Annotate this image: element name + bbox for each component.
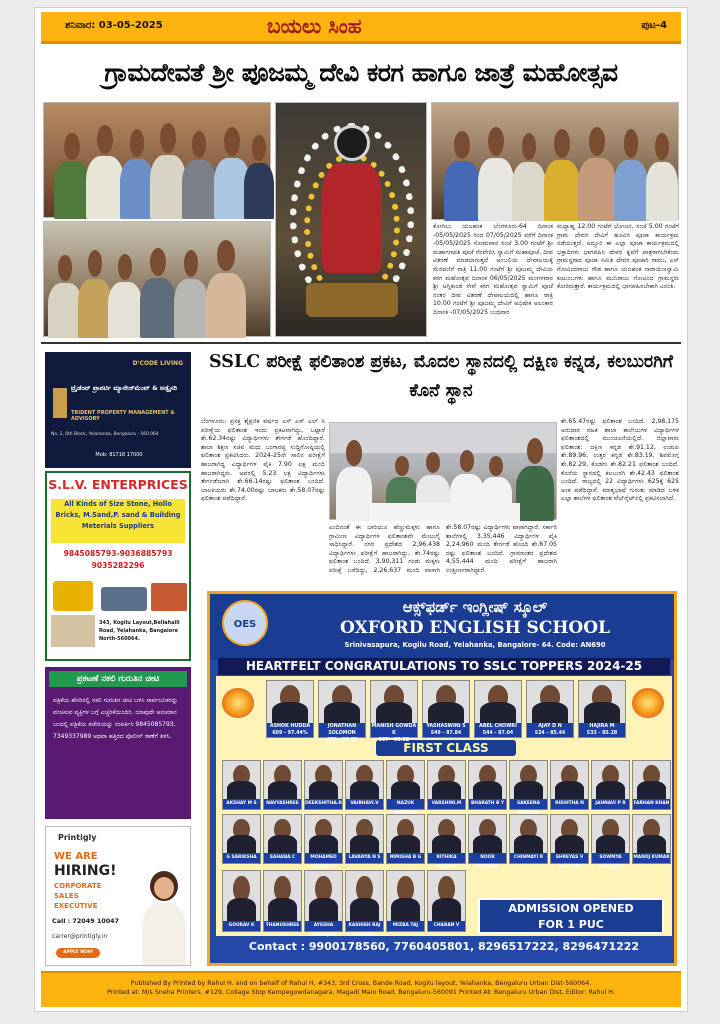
page-number: ಪುಟ-4 <box>641 20 667 31</box>
school-address: Srinivasapura, Kogilu Road, Yelahanka, Bangalore- 64. Code: AN690 <box>344 641 606 649</box>
notice-body: ಪತ್ರಿಕೆಯ ಹೆಸರಿನಲ್ಲಿ ನಕಲಿ ಗುರುತಿನ ಚೀಟಿ ಬಳಸಿ ಸಾರ್ವಜನಿಕರನ್ನು ವಂಚಿಸುವ ವ್ಯಕ್ತಿಗಳ ಬಗ್ಗೆ ಎಚ್ಚರಿಕೆಯಿಂದಿರಿ. ಯಾವುದೇ ಅನುಮಾನ ಬಂದಲ್ಲಿ ಪತ್ರಿಕೆಯ ಕಚೇರಿಯನ್ನು ಸಂಪರ್ಕಿಸಿ 9845085793, 7349337989 ಅಥವಾ ಹತ್ತಿರದ ಪೊಲೀಸ್ ಠಾಣೆಗೆ ತಿಳಿಸಿ. <box>53 697 178 740</box>
student-tile <box>386 870 425 932</box>
student-photo-body <box>309 835 339 853</box>
student-photo-body <box>596 781 626 799</box>
student-photo-body <box>480 702 517 723</box>
student-tile <box>526 680 574 738</box>
photo-group-bottom-left <box>43 221 271 337</box>
school-contact: Contact : 9900178560, 7760405801, 8296517222, 8296471222 <box>248 940 640 953</box>
ad-printigly-hiring <box>45 826 191 966</box>
student-name: RITHIKA KHATRI <box>428 853 465 863</box>
school-logo-text: OES <box>233 619 257 630</box>
student-photo-body <box>432 781 462 799</box>
student-name: LAVANYA N S <box>346 853 383 863</box>
student-photo-body <box>391 898 421 921</box>
student-name: AYESHA SIDDIQUA <box>305 921 342 931</box>
student-name: DEEKSHITHA.R <box>305 799 342 809</box>
student-photo-body <box>532 702 569 723</box>
oxford-header <box>210 594 674 660</box>
student-name <box>423 723 469 737</box>
student-tile <box>222 870 261 932</box>
student-tile <box>318 680 366 743</box>
school-name-english: OXFORD ENGLISH SCHOOL <box>340 618 610 638</box>
student-tile <box>509 760 548 810</box>
student-photo-body <box>584 702 621 723</box>
student-photo-body <box>637 781 667 799</box>
student-name <box>319 723 365 743</box>
student-name <box>579 723 625 737</box>
student-name: SOWMYA PRAJAPAT <box>592 853 629 863</box>
hiring-role-2: SALES <box>54 892 79 900</box>
admission-line-2: FOR 1 PUC <box>538 918 604 931</box>
photo-sslc-press-meet <box>329 422 557 520</box>
student-tile <box>304 814 343 870</box>
student-photo-body <box>432 835 462 853</box>
student-tile <box>304 870 343 938</box>
story1-headline: ಗ್ರಾಮದೇವತೆ ಶ್ರೀ ಪೂಜಮ್ಮ ದೇವಿ ಕರಗ ಹಾಗೂ ಜಾತ್ರೆ ಮಹೋತ್ಸವ <box>104 58 618 87</box>
student-photo-body <box>268 781 298 799</box>
student-name: VAIBHAVI.V <box>346 799 383 809</box>
story2-body-column-1: ಬೆಂಗಳೂರು: ಪ್ರಸಕ್ತ ಶೈಕ್ಷಣಿಕ ವರ್ಷದ ಎಸ್ ಎಸ್ ಎಲ್ ಸಿ ಪರೀಕ್ಷೆಯ ಫಲಿತಾಂಶ ಇಂದು ಪ್ರಕಟವಾಗಿದ್ದು, ಒಟ್ಟಾರೆ ಶೇ.62.34ರಷ್ಟು ವಿದ್ಯಾರ್ಥಿಗಳು ತೇರ್ಗಡೆ ಹೊಂದಿದ್ದಾರೆ. ಶಾಲಾ ಶಿಕ್ಷಣ ಸಚಿವ ಮಧು ಬಂಗಾರಪ್ಪ ಸುದ್ದಿಗೋಷ್ಠಿಯಲ್ಲಿ ಫಲಿತಾಂಶ ಪ್ರಕಟಿಸಿದರು. 2024-25ನೇ ಸಾಲಿನ ಪರೀಕ್ಷೆಗೆ ಹಾಜರಾಗಿದ್ದ ವಿದ್ಯಾರ್ಥಿಗಳ ಪೈಕಿ 7.90 ಲಕ್ಷ ಮಂದಿ ಹಾಜರಾಗಿದ್ದರು. ಅವರಲ್ಲಿ 5.23 ಲಕ್ಷ ವಿದ್ಯಾರ್ಥಿಗಳು ತೇರ್ಗಡೆಯಾಗಿ ಶೇ.66.14ರಷ್ಟು ಫಲಿತಾಂಶ ಬಂದಿದೆ. ಬಾಲಕಿಯರು ಶೇ.74.00ರಷ್ಟು ಬಾಲಕರು ಶೇ.58.07ರಷ್ಟು ಫಲಿತಾಂಶ ಪಡೆದಿದ್ದಾರೆ. <box>201 418 325 503</box>
student-photo-body <box>473 835 503 853</box>
ad-dcode-address: No. 2, 6th Block, Yelahanka, Bengaluru - 560 064 <box>51 432 159 437</box>
student-photo-body <box>391 781 421 799</box>
ad-slv-address: 343, Kogilu Layout,Bellahalli Road, Yelahanka, Bangalore North-560064. <box>99 620 180 642</box>
topper-score: 549 - 87.84 <box>430 731 462 736</box>
ad-slv-title: S.L.V. ENTERPRICES <box>48 477 188 492</box>
student-tile <box>550 760 589 810</box>
topper-name: YASHASWINI S <box>426 724 466 729</box>
student-tile <box>422 680 470 738</box>
student-photo-body <box>227 835 257 853</box>
student-name: CHARAN V <box>428 921 465 931</box>
house-icon <box>51 615 95 647</box>
photo-deity-idol <box>275 102 427 337</box>
topper-score: 534 - 85.44 <box>534 731 566 736</box>
ad-slv-phone-secondary: 9035282296 <box>91 561 145 570</box>
student-name <box>371 723 417 743</box>
student-name <box>475 723 521 737</box>
ad-dcode-kannada-name: ಟ್ರೈಡೆಂಟ್ ಪ್ರಾಪರ್ಟಿ ಮ್ಯಾನೇಜ್‌ಮೆಂಟ್ & ಅಡ್ವೈಸರಿ <box>71 384 178 392</box>
ad-oxford-english-school <box>207 591 677 966</box>
student-name: FARHAN KHAN <box>633 799 670 809</box>
student-tile <box>632 814 671 870</box>
student-photo-body <box>428 702 465 723</box>
student-name: SAHANA C <box>264 853 301 863</box>
topper-score: 597 - 95.52 <box>378 738 410 743</box>
student-tile <box>222 814 261 864</box>
student-photo-body <box>272 702 309 723</box>
student-name <box>527 723 573 737</box>
imprint-line-1: Published By Printed by Rahul H. and on behalf of Rahul H, #343, 3rd Cross, Bande Road, Kogilu layout, Yelahanka, Bengaluru Urban Dist-560064. <box>130 980 592 987</box>
toppers-panel <box>216 676 672 936</box>
story2-headline: SSLC ಪರೀಕ್ಷೆ ಫಲಿತಾಂಶ ಪ್ರಕಟ, ಮೊದಲ ಸ್ಥಾನದಲ್ಲಿ ದಕ್ಷಿಣ ಕನ್ನಡ, ಕಲಬುರಗಿಗೆ ಕೊನೆ ಸ್ಥಾನ <box>209 352 673 401</box>
imprint-line-2: Printed at: M/s Sneha Printers, #129, Collage Stop Kempegowdanagara, Magadi Main Road, Bengaluru-560091 Printed At: Bengaluru Urban Dist, Editor: Rahul H. <box>107 989 615 996</box>
student-photo-body <box>350 835 380 853</box>
topper-score: 602 - 96.32 <box>326 738 358 743</box>
topper-score: 544 - 87.04 <box>482 731 514 736</box>
hiring-line2: HIRING! <box>54 863 117 879</box>
ad-trident-property <box>45 352 191 468</box>
topper-name: HAJIRA M <box>589 724 615 729</box>
ad-slv-enterprises <box>45 471 191 661</box>
topper-name: MANISH GOWDA K <box>371 724 417 736</box>
story1-body-column-1: ಕೋಗಿಲು ಯಲಹಂಕ ಬೆಂಗಳೂರು-64 ದಿನಾಂಕ -05/05/2025 ರಿಂದ 07/05/2025 ವರೆಗೆ ದಿನಾಂಕ -05/05/2025 ಸೋಮವಾರ ಸಂಜೆ 3.00 ಗಂಟೆಗೆ ಶ್ರೀ ಮಹಾಗಣಪತಿ ಪೂಜೆ ನೆರವೇರಿಸಿ ಸ್ವಾಮಿಗೆ ಮಹಾಪೂಜೆ, ದೀಪ ವಿತರಣೆ ಮಾಡಲಾಗುತ್ತದೆ ಅಂಬಲಿಯ ದೇವಾಲಯಕ್ಕೆ ಮೆರವಣಿಗೆ ರಾತ್ರಿ 11.00 ಗಂಟೆಗೆ ಶ್ರೀ ಪೂಜಮ್ಮ ದೇವಿಯ ಕರಗ ಮಹೋತ್ಸವ ದಿನಾಂಕ 06/05/2025 ಮಂಗಳವಾರ ಶ್ರೀ ಅಗ್ನಿಕುಂಡ ಸೇವೆ ಕರಗ ಮಹೋತ್ಸವ ಸ್ವಾಮಿಗೆ ಪೂಜೆ ನಂತರ ದೀಪ ವಿತರಣೆ ದೇವಾಲಯದಲ್ಲಿ ಹಾಗೂ ರಾತ್ರಿ 10.00 ಗಂಟೆಗೆ ಶ್ರೀ ಪೂಜಮ್ಮ ದೇವಿಗೆ ಅಭಿಷೇಕ ಅಲಂಕಾರ ದಿನಾಂಕ -07/05/2025 ಬುಧವಾರ <box>433 223 553 316</box>
student-name: SHREYAS V ACHARYA <box>551 853 588 863</box>
student-tile <box>266 680 314 738</box>
imprint-footer <box>41 971 681 1007</box>
student-tile <box>468 814 507 870</box>
student-photo-body <box>514 835 544 853</box>
topper-name: AJAY D N <box>538 724 562 729</box>
ad-dcode-brand: D'CODE LIVING <box>132 360 183 367</box>
flower-icon-left <box>222 688 254 718</box>
student-name: RISHITHA N <box>551 799 588 809</box>
student-tile <box>427 870 466 932</box>
student-name: JAHNAVI P R <box>592 799 629 809</box>
first-class-label: FIRST CLASS <box>376 740 516 756</box>
admission-banner <box>478 898 664 934</box>
ad-fake-id-notice <box>45 667 191 819</box>
student-name: THANUSHREE V N <box>265 923 300 938</box>
student-tile <box>304 760 343 810</box>
admission-line-1: ADMISSION OPENED <box>508 902 634 915</box>
student-photo-body <box>555 835 585 853</box>
student-name: CHINMAYI R <box>510 853 547 863</box>
student-photo-body <box>432 898 462 921</box>
student-name: MOHAMED KAZAR S <box>305 853 342 863</box>
student-photo-body <box>227 781 257 799</box>
student-tile <box>427 760 466 810</box>
student-name: SAKEENA <box>510 799 547 809</box>
excavator-icon <box>53 581 93 611</box>
student-name: VARSHINI.M <box>428 799 465 809</box>
student-photo-body <box>350 781 380 799</box>
story2-body-column-3: ಶೇ.65.47ರಷ್ಟು ಫಲಿತಾಂಶ ಬಂದಿದೆ. 2,98,175 ಅನುದಾನ ರಹಿತ ಶಾಲಾ ಕಾಲೇಜುಗಳ ವಿದ್ಯಾರ್ಥಿಗಳ ಫಲಿತಾಂಶದಲ್ಲಿ ಮುಂಚೂಣಿಯಲ್ಲಿದೆ. ಜಿಲ್ಲಾವಾರು ಫಲಿತಾಂಶ: ದಕ್ಷಿಣ ಕನ್ನಡ ಶೇ.91.12, ಉಡುಪಿ ಶೇ.89.96, ಉತ್ತರ ಕನ್ನಡ ಶೇ.83.19, ಶಿವಮೊಗ್ಗ ಶೇ.82.29, ಕೊಡಗು ಶೇ.82.21 ಫಲಿತಾಂಶ ಬಂದಿದೆ. ಕೊನೆಯ ಸ್ಥಾನದಲ್ಲಿ ಕಲಬುರಗಿ ಶೇ.42.43 ಫಲಿತಾಂಶ ಬಂದಿದೆ. ರಾಜ್ಯದಲ್ಲಿ 22 ವಿದ್ಯಾರ್ಥಿಗಳು 625ಕ್ಕೆ 625 ಅಂಕ ಪಡೆದಿದ್ದಾರೆ. ಮಾತೃಭಾಷೆ ಗುರುತು ಮಾಡಿದ ಬಳಿಕ ಎಲ್ಲಾ ಶಾಲೆಗಳ ಫಲಿತಾಂಶ ವೆಬ್‌ಸೈಟ್‌ನಲ್ಲಿ ಪ್ರಕಟಿಸಲಾಗಿದೆ. <box>561 418 679 503</box>
newspaper-page <box>34 7 688 1012</box>
ad-slv-phone-primary: 9845085793-9036885793 <box>63 549 173 558</box>
woman-avatar <box>140 871 186 965</box>
hiring-role-1: CORPORATE <box>54 882 102 890</box>
ad-dcode-english-name: TRIDENT PROPERTY MANAGEMENT & ADVISORY <box>71 410 175 422</box>
congrats-banner: HEARTFELT CONGRATULATIONS TO SSLC TOPPERS 2024-25 <box>218 658 670 675</box>
student-tile <box>591 814 630 870</box>
student-photo-body <box>324 702 361 723</box>
student-tile <box>386 814 425 864</box>
topper-name: ABEL CHOWRI <box>479 724 517 729</box>
student-tile <box>591 760 630 810</box>
student-tile <box>345 814 384 864</box>
photo-group-right <box>431 102 679 220</box>
student-name: KASHISH RAJ SHARMA <box>346 921 383 931</box>
hiring-apply-button[interactable]: APPLY NOW <box>56 948 100 958</box>
issue-date: ಶನಿವಾರ: 03-05-2025 <box>65 20 163 31</box>
student-photo-body <box>376 702 413 723</box>
student-name: G SARIKSHA <box>223 853 260 863</box>
student-tile <box>222 760 261 810</box>
topper-name: JONATHAN SOLOMON <box>327 724 357 736</box>
photo-group-top-left <box>43 102 271 218</box>
ad-dcode-mobile: Mob: 81718 17000 <box>95 452 143 458</box>
bricks-icon <box>151 583 187 611</box>
student-name: NIMISHA B G <box>387 853 424 863</box>
student-photo-body <box>350 898 380 921</box>
student-tile <box>263 870 302 938</box>
story1-body-column-2: ಮಧ್ಯಾಹ್ನ 12.00 ಗಂಟೆಗೆ ಭೋಜನ, ಸಂಜೆ 5.00 ಗಂಟೆಗೆ ಗ್ರಾಮ ದೇವರ ದೇವಿಗೆ ಹೂವಿನ ಪೂಜಾ ಕಾರ್ಯಕ್ರಮ ನಡೆಯುತ್ತದೆ. ಅದ್ದೂರಿ ಈ ಎಲ್ಲಾ ಪೂಜಾ ಕಾರ್ಯಕ್ರಮದಲ್ಲಿ ಭಕ್ತಾದಿಗಳು ಭಾಗವಹಿಸಿ ದೇವರ ಕೃಪೆಗೆ ಪಾತ್ರರಾಗಬೇಕೆಂದು ಗ್ರಾಮಸ್ಥರಾದ ಪೂಜಾ ಸಮಿತಿ ದೇವರ ಪೂಜಾರಿ ರಾಮು, ಎಸ್ ಗೋವಿಂದರಾಜು ಗೌಡ ಹಾಗೂ ಯಲಹಂಕ ನಾರಾಯಣಸ್ವಾಮಿ ಕುಟುಂಬಗಳು ಹಾಗೂ ಮುನಿರಾಜು ಗೋವಿಂದ ಗ್ರಾಮಸ್ಥರು ಕೋರಿರುತ್ತಾರೆ. ಕಾರ್ಯಕ್ರಮದಲ್ಲಿ ಭಾಗವಹಿಸಬೇಕಾಗಿ ವಿನಂತಿ. <box>557 223 679 291</box>
ad-slv-subtitle: All Kinds of Size Stone, Hollo Bricks, M.Sand,P. sand & Building Meterials Suppliers <box>51 499 185 543</box>
student-photo-body <box>391 835 421 853</box>
student-name: NOOR FATHIMA <box>469 853 506 863</box>
student-name: MANOJ KUMAR L <box>633 855 670 870</box>
student-tile <box>263 760 302 810</box>
school-logo <box>222 600 268 646</box>
section-divider <box>41 342 681 344</box>
student-tile <box>474 680 522 738</box>
topper-score: 533 - 85.28 <box>586 731 618 736</box>
student-name: NAVYASHREE <box>264 799 301 809</box>
student-tile <box>370 680 418 743</box>
student-photo-body <box>637 835 667 853</box>
student-photo-body <box>309 898 339 921</box>
hiring-email: carrer@printigly.in <box>52 933 108 940</box>
student-name: GOURAV K <box>223 921 260 931</box>
student-photo-body <box>596 835 626 853</box>
topper-score: 609 - 97.44% <box>272 731 308 736</box>
masthead-strip <box>41 12 681 44</box>
student-tile <box>468 760 507 810</box>
student-tile <box>427 814 466 870</box>
student-photo-body <box>514 781 544 799</box>
student-photo-body <box>309 781 339 799</box>
student-photo-body <box>473 781 503 799</box>
student-tile <box>263 814 302 864</box>
student-name: BHARATH B Y <box>469 799 506 809</box>
student-photo-body <box>268 835 298 853</box>
student-tile <box>509 814 548 864</box>
student-tile <box>632 760 671 810</box>
student-tile <box>550 814 589 870</box>
student-name: NAZUK <box>387 799 424 809</box>
building-icon <box>53 388 67 418</box>
student-tile <box>386 760 425 810</box>
student-photo-body <box>268 898 298 921</box>
hiring-line1: WE ARE <box>54 851 98 862</box>
story2-body-column-2: ಎಂದಿನಂತೆ ಈ ಬಾರಿಯೂ ಹೆಣ್ಣುಮಕ್ಕಳು ಹಾಗೂ ಗ್ರಾಮೀಣ ವಿದ್ಯಾರ್ಥಿಗಳ ಫಲಿತಾಂಶವೇ ಮೇಲುಗೈ ಸಾಧಿಸಿದ್ದಾರೆ. ನಗರ ಪ್ರದೇಶದ 2,96,438 ವಿದ್ಯಾರ್ಥಿಗಳು ಪರೀಕ್ಷೆಗೆ ಹಾಜರಾಗಿದ್ದು, ಶೇ.74ರಷ್ಟು ಫಲಿತಾಂಶ ಬಂದಿದೆ. 3,90,311 ಗಂಡು ಮಕ್ಕಳು ಪರೀಕ್ಷೆ ಬರೆದಿದ್ದು, 2,26,637 ಮಂದಿ ಪಾಸಾಗಿ ಶೇ.58.07ರಷ್ಟು ವಿದ್ಯಾರ್ಥಿಗಳು ಪಾಸಾಗಿದ್ದಾರೆ. ಸರ್ಕಾರಿ ಶಾಲೆಗಳಲ್ಲಿ 3,35,446 ವಿದ್ಯಾರ್ಥಿಗಳ ಪೈಕಿ 2,24,960 ಮಂದಿ ತೇರ್ಗಡೆ ಹೊಂದಿ ಶೇ.67.05 ರಷ್ಟು ಫಲಿತಾಂಶ ಬಂದಿದೆ. ಗ್ರಾಮಾಂತರ ಪ್ರದೇಶದ 4,55,444 ಮಂದಿ ಪರೀಕ್ಷೆಗೆ ಹಾಜರಾಗಿ ಉತ್ತೀರ್ಣರಾಗಿದ್ದಾರೆ. <box>329 524 557 574</box>
notice-title: ಪ್ರಕಟಣೆ ನಕಲಿ ಗುರುತಿನ ಚೀಟಿ <box>49 671 187 687</box>
student-name: MIZBA TAJ <box>387 921 424 931</box>
student-tile <box>578 680 626 738</box>
hiring-role-3: EXECUTIVE <box>54 902 98 910</box>
student-tile <box>345 870 384 938</box>
flower-icon-right <box>632 688 664 718</box>
printigly-brand: Printigly <box>58 833 97 842</box>
student-photo-body <box>555 781 585 799</box>
student-name: AKSHAY M S <box>223 799 260 809</box>
student-name <box>267 723 313 737</box>
student-photo-body <box>227 898 257 921</box>
truck-icon <box>101 587 147 611</box>
newspaper-title: ಬಯಲು ಸಿಂಹ <box>267 14 362 38</box>
school-name-kannada: ಆಕ್ಸ್‌ಫರ್ಡ್ ಇಂಗ್ಲೀಷ್ ಸ್ಕೂಲ್ <box>402 598 548 616</box>
hiring-call: Call : 72049 10047 <box>52 917 120 925</box>
student-tile <box>345 760 384 810</box>
topper-name: ASHOK HUDDA <box>269 724 311 729</box>
